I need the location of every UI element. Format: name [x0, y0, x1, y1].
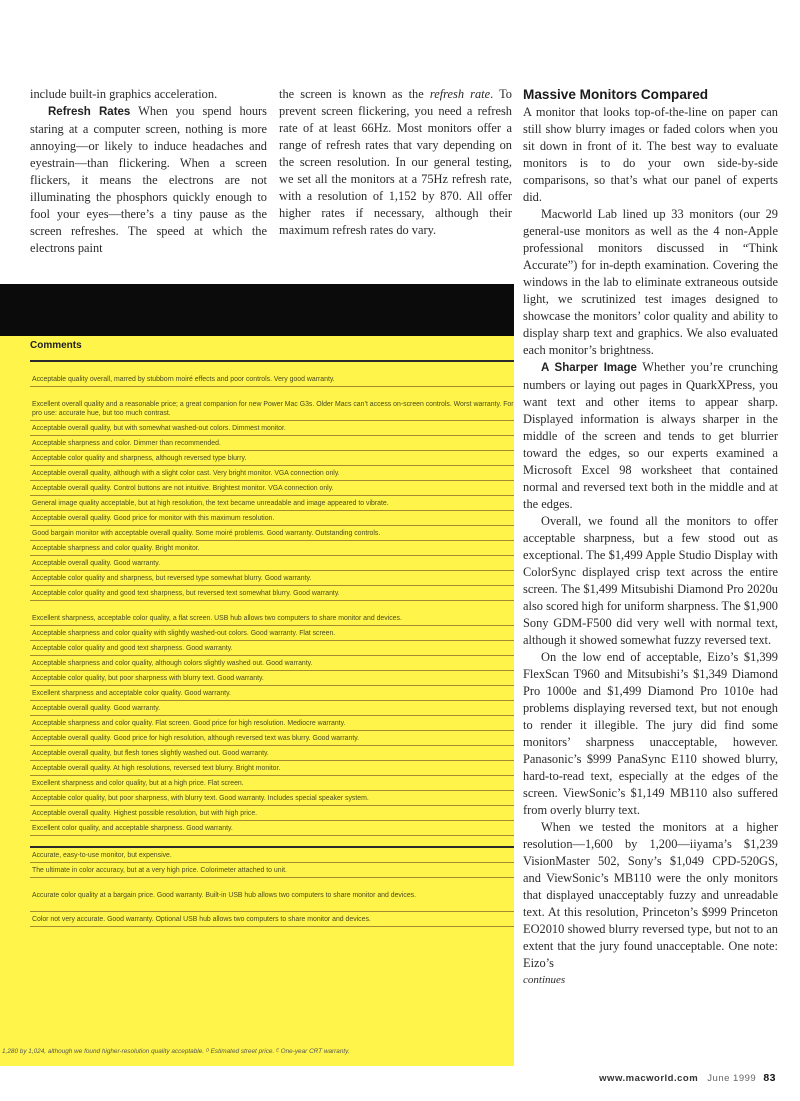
table-row: Acceptable sharpness and color quality, although colors slightly washed out. Good warranty.: [30, 656, 514, 671]
table-row: Acceptable overall quality, although with a slight color cast. Very bright monitor. VGA connection only.: [30, 466, 514, 481]
comments-column-header: Comments: [30, 340, 82, 351]
row-spacer: [30, 601, 514, 611]
row-spacer: [30, 878, 514, 888]
table-row: Excellent sharpness, acceptable color quality, a flat screen. USB hub allows two computers to share monitor and devices.: [30, 611, 514, 626]
paragraph: When we tested the monitors at a higher resolution—1,600 by 1,200—iiyama’s $1,239 VisionMaster 502, Sony’s $1,049 CPD-520GS, and ViewSonic’s MB110 were the only monitors that displayed unacceptably fuzzy and unreadable text. At this resolution, Princeton’s $999 Princeton EO2010 showed blurry reversed type, but not to an extent that the jury found unacceptable. One note: Eizo’s: [523, 820, 778, 970]
paragraph: A monitor that looks top-of-the-line on paper can still show blurry images or faded colors when you sit down in front of it. The best way to evaluate monitors is to do your own side-by-side comparisons, so that’s what our panel of experts did.: [523, 105, 778, 204]
table-row: Acceptable sharpness and color quality with slightly washed-out colors. Good warranty. Flat screen.: [30, 626, 514, 641]
table-row: Acceptable sharpness and color quality. Bright monitor.: [30, 541, 514, 556]
section-heading: Massive Monitors Compared: [523, 87, 709, 102]
table-row: Acceptable overall quality. Good warranty.: [30, 701, 514, 716]
paragraph: [279, 86, 512, 239]
group-rule: [30, 836, 514, 848]
table-row: Acceptable overall quality. Highest possible resolution, but with high price.: [30, 806, 514, 821]
table-row: Acceptable overall quality. At high resolutions, reversed text blurry. Bright monitor.: [30, 761, 514, 776]
paragraph-body: When you spend hours staring at a computer screen, nothing is more annoying—or likely to induce headaches and eyestrain—than flickering. When a screen flickers, it means the electrons are not illuminating the phosphors quickly enough to fool your eyes—there’s a tiny pause as the screen refreshes. The speed at which the electrons paint: [30, 104, 268, 255]
emphasis-term: refresh rate: [429, 87, 491, 101]
comments-rows: [30, 372, 514, 927]
table-row: Color not very accurate. Good warranty. Optional USB hub allows two computers to share monitor and devices.: [30, 912, 514, 927]
paragraph: include built-in graphics acceleration.: [30, 87, 218, 101]
issue-date: June 1999: [707, 1073, 757, 1084]
article-column-3: [523, 86, 778, 989]
comments-table-panel: [0, 284, 514, 1066]
table-row: Accurate, easy-to-use monitor, but expensive.: [30, 848, 514, 863]
paragraph-sharper-image: [523, 359, 778, 513]
page-number: 83: [763, 1072, 776, 1084]
text-run: the screen is known as the: [279, 87, 430, 101]
row-spacer: [30, 387, 514, 397]
run-in-heading: A Sharper Image: [541, 362, 637, 374]
table-row: Excellent sharpness and acceptable color quality. Good warranty.: [30, 686, 514, 701]
table-row: Excellent sharpness and color quality, but at a high price. Flat screen.: [30, 776, 514, 791]
table-header-band: [0, 284, 514, 336]
table-row: Acceptable color quality and sharpness, but reversed type somewhat blurry. Good warranty.: [30, 571, 514, 586]
continues-label: continues: [523, 974, 566, 986]
table-row: Excellent overall quality and a reasonable price; a great companion for new Power Mac G3s. Older Macs can’t access on-screen controls. Worst warranty. For pro use: accurate hue, but too much contrast.: [30, 397, 514, 421]
table-footnote: 1,280 by 1,024, although we found higher-resolution quality acceptable. ᴰ Estimated street price. ᴱ One-year CRT warranty.: [2, 1048, 350, 1055]
table-row: Acceptable color quality, but poor sharpness with blurry text. Good warranty.: [30, 671, 514, 686]
paragraph-refresh-rates: [30, 103, 267, 257]
paragraph: Macworld Lab lined up 33 monitors (our 29 general-use monitors as well as the 4 non-Apple professional monitors discussed in “Think Accurate”) for in-depth examination. Covering the windows in the lab to eliminate extraneous outside light, we scrutinized test images designed to showcase the monitors’ color quality and ability to display sharp text and graphics. We also evaluated each monitor’s brightness.: [523, 207, 778, 357]
table-row: Good bargain monitor with acceptable overall quality. Some moiré problems. Good warranty. Outstanding controls.: [30, 526, 514, 541]
table-row: Acceptable overall quality, but with somewhat washed-out colors. Dimmest monitor.: [30, 421, 514, 436]
table-row: Acceptable sharpness and color. Dimmer than recommended.: [30, 436, 514, 451]
table-row: Acceptable overall quality. Good price for monitor with this maximum resolution.: [30, 511, 514, 526]
table-row: General image quality acceptable, but at high resolution, the text became unreadable and image appeared to vibrate.: [30, 496, 514, 511]
table-row: Acceptable color quality and good text sharpness. Good warranty.: [30, 641, 514, 656]
article-column-2: [279, 86, 512, 239]
table-row: Acceptable color quality, but poor sharpness, with blurry text. Good warranty. Includes special speaker system.: [30, 791, 514, 806]
run-in-heading: Refresh Rates: [48, 106, 131, 118]
page-folio: [599, 1072, 776, 1084]
table-row: Accurate color quality at a bargain price. Good warranty. Built-in USB hub allows two computers to share monitor and devices.: [30, 888, 514, 912]
website-url: www.macworld.com: [599, 1073, 699, 1084]
paragraph: Overall, we found all the monitors to offer acceptable sharpness, but a few stood out as exceptional. The $1,499 Apple Studio Display with ColorSync displayed crisp text across the entire screen. The $1,499 Mitsubishi Diamond Pro 2020u also scored high for uniform sharpness. The $1,900 Sony GDM-F500 did very well with normal text, although it showed somewhat fuzzy reversed text.: [523, 514, 778, 647]
table-row: Acceptable overall quality. Good price for high resolution, although reversed text was blurry. Good warranty.: [30, 731, 514, 746]
article-column-1: [30, 86, 267, 257]
table-row: Acceptable sharpness and color quality. Flat screen. Good price for high resolution. Mediocre warranty.: [30, 716, 514, 731]
header-rule: [30, 360, 514, 362]
table-row: Acceptable quality overall, marred by stubborn moiré effects and poor controls. Very good warranty.: [30, 372, 514, 387]
table-row: Excellent color quality, and acceptable sharpness. Good warranty.: [30, 821, 514, 836]
text-run: . To prevent screen flickering, you need a refresh rate of at least 66Hz. Most monitors offer a range of refresh rates that vary depending on the screen resolution. In our general testing, we set all the monitors at a 75Hz refresh rate, with a resolution of 1,152 by 870. All offer higher rates if necessary, although their maximum refresh rates do vary.: [279, 87, 512, 237]
table-row: Acceptable color quality and good text sharpness, but reversed text somewhat blurry. Good warranty.: [30, 586, 514, 601]
table-row: Acceptable overall quality. Good warranty.: [30, 556, 514, 571]
table-row: Acceptable overall quality, but flesh tones slightly washed out. Good warranty.: [30, 746, 514, 761]
paragraph-body: Whether you’re crunching numbers or laying out pages in QuarkXPress, you want text and other items to appear sharp. Displayed information is always sharper in the middle of the screen and tends to get blurrier toward the edges, so our experts examined a Microsoft Excel 98 worksheet that contained normal and reversed text both in the middle and at the edges.: [523, 360, 778, 511]
paragraph: On the low end of acceptable, Eizo’s $1,399 FlexScan T960 and Mitsubishi’s $1,349 Diamond Pro 1000e and $1,499 Diamond Pro 1010e had problems displaying reversed text, but not enough to render it illegible. The jury did find some monitors’ sharpness unacceptable, however. Panasonic’s $999 PanaSync E110 showed blurry, hard-to-read text, especially at the edges of the screen. ViewSonic’s $1,149 MB110 also suffered from overly blurry text.: [523, 650, 778, 817]
table-row: Acceptable overall quality. Control buttons are not intuitive. Brightest monitor. VGA connection only.: [30, 481, 514, 496]
table-row: Acceptable color quality and sharpness, although reversed type blurry.: [30, 451, 514, 466]
table-row: The ultimate in color accuracy, but at a very high price. Colorimeter attached to unit.: [30, 863, 514, 878]
